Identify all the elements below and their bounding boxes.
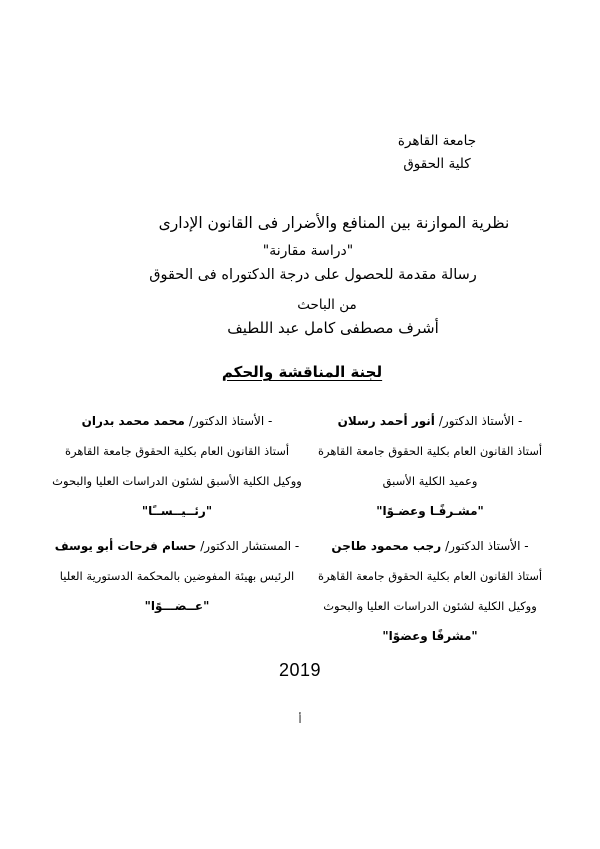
member-affiliation: ووكيل الكلية لشئون الدراسات العليا والبحوث (323, 599, 537, 613)
member-name-line (315, 406, 545, 436)
member-affiliation: وعميد الكلية الأسبق (382, 474, 478, 488)
researcher-label: من الباحث (297, 297, 357, 313)
member-name: رجب محمود طاجن (331, 539, 442, 553)
faculty-name: كلية الحقوق (403, 156, 471, 172)
researcher-name: أشرف مصطفى كامل عبد اللطيف (227, 319, 439, 337)
member-title-prefix: - المستشار الدكتور/ (200, 539, 300, 553)
member-name-line (315, 531, 545, 561)
member-title-prefix: - الأستاذ الدكتور/ (445, 539, 529, 553)
committee-member-anwar-raslan (315, 406, 545, 526)
member-name: حسام فرحات أبو يوسف (54, 539, 197, 553)
university-header (357, 130, 517, 176)
member-name-line (54, 531, 300, 561)
committee-member-abou-youssef (54, 531, 300, 621)
committee-member-tagen (315, 531, 545, 651)
member-affiliation: ووكيل الكلية الأسبق لشئون الدراسات العليا والبحوث (52, 474, 302, 488)
member-role: "عــضـــوًا" (144, 599, 210, 613)
member-title-prefix: - الأستاذ الدكتور/ (438, 414, 523, 428)
thesis-title: نظرية الموازنة بين المنافع والأضرار فى القانون الإدارى (158, 214, 510, 232)
member-affiliation: أستاذ القانون العام بكلية الحقوق جامعة القاهرة (317, 569, 543, 583)
member-affiliation: الرئيس بهيئة المفوضين بالمحكمة الدستورية العليا (59, 569, 295, 583)
member-role: "مشـرفًـا وعضـوًا" (376, 504, 484, 518)
member-affiliation: أستاذ القانون العام بكلية الحقوق جامعة القاهرة (64, 444, 290, 458)
degree-statement: رسالة مقدمة للحصول على درجة الدكتوراه فى الحقوق (149, 267, 477, 283)
publication-year: 2019 (278, 660, 322, 680)
member-affiliation: أستاذ القانون العام بكلية الحقوق جامعة القاهرة (317, 444, 543, 458)
page-number: أ (298, 713, 302, 726)
committee-member-badran (52, 406, 302, 526)
university-name: جامعة القاهرة (397, 133, 477, 149)
member-name-line (62, 406, 292, 436)
member-name: أنور أحمد رسلان (337, 414, 435, 428)
member-role: "مشرفًا وعضوًا" (382, 629, 478, 643)
member-name: محمد محمد بدران (81, 414, 185, 428)
committee-heading-text: لجنة المناقشة والحكم (221, 363, 383, 381)
thesis-subtitle: "دراسة مقارنة" (262, 243, 354, 259)
member-title-prefix: - الأستاذ الدكتور/ (188, 414, 273, 428)
committee-heading (2, 363, 600, 381)
member-role: "رئــيــســًا" (141, 504, 213, 518)
